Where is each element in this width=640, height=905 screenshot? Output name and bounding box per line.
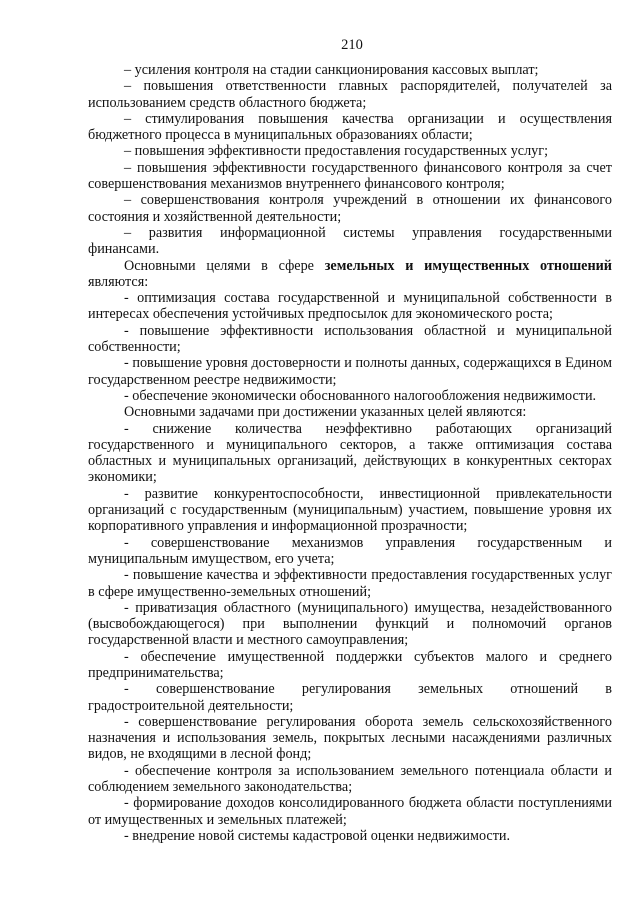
- task-item: - развитие конкурентоспособности, инвестиционной привлекательности организаций с государственным (муниципальным) участием, повышение уровня их корпоративного управления и информационной прозрачности;: [88, 485, 612, 535]
- paragraph-item: – повышения эффективности государственного финансового контроля за счет совершенствования механизмов внутреннего финансового контроля;: [88, 159, 612, 193]
- goal-item: - повышение эффективности использования областной и муниципальной собственности;: [88, 322, 612, 356]
- paragraph-item: – совершенствования контроля учреждений в отношении их финансового состояния и хозяйственной деятельности;: [88, 192, 612, 225]
- task-item: - снижение количества неэффективно работающих организаций государственного и муниципального секторов, а также оптимизация состава областных и муниципальных организаций, действующих в конкурентных секторах экономики;: [88, 420, 612, 486]
- task-item: - приватизация областного (муниципального) имущества, незадействованного (высвобождающегося) при выполнении функций и полномочий органов государственной власти и местного самоуправления;: [88, 599, 612, 649]
- document-page: [88, 36, 612, 844]
- goals-intro-bold: земельных и имущественных отношений: [324, 257, 612, 274]
- task-item: - внедрение новой системы кадастровой оценки недвижимости.: [124, 827, 511, 844]
- task-item: - совершенствование регулирования земельных отношений в градостроительной деятельности;: [88, 681, 612, 714]
- paragraph-item: – повышения эффективности предоставления государственных услуг;: [124, 143, 549, 160]
- goal-item: - оптимизация состава государственной и муниципальной собственности в интересах обеспечения устойчивых предпосылок для экономического роста;: [88, 290, 612, 323]
- paragraph-item: – развития информационной системы управления государственными финансами.: [88, 224, 612, 258]
- task-item: - совершенствование механизмов управления государственным и муниципальным имуществом, его учета;: [88, 534, 612, 567]
- goal-item: - обеспечение экономически обоснованного налогообложения недвижимости.: [124, 387, 597, 404]
- goals-intro-after: являются:: [88, 273, 149, 290]
- goals-intro: [88, 258, 612, 291]
- task-item: - обеспечение имущественной поддержки субъектов малого и среднего предпринимательства;: [88, 648, 612, 681]
- paragraph-item: – повышения ответственности главных распорядителей, получателей за использованием средств областного бюджета;: [88, 78, 612, 111]
- paragraph-item: – стимулирования повышения качества организации и осуществления бюджетного процесса в муниципальных образованиях области;: [88, 110, 612, 144]
- tasks-intro: Основными задачами при достижении указанных целей являются:: [124, 404, 527, 421]
- paragraph-item: – усиления контроля на стадии санкционирования кассовых выплат;: [124, 62, 539, 78]
- task-item: - совершенствование регулирования оборота земель сельскохозяйственного назначения и использования земель, покрытых лесными насаждениями различных видов, не входящими в лесной фонд;: [88, 713, 612, 763]
- task-item: - обеспечение контроля за использованием земельного потенциала области и соблюдением земельного законодательства;: [88, 762, 612, 796]
- goals-intro-before: Основными целями в сфере: [124, 257, 325, 274]
- goal-item: - повышение уровня достоверности и полноты данных, содержащихся в Едином государственном реестре недвижимости;: [88, 355, 612, 388]
- task-item: - формирование доходов консолидированного бюджета области поступлениями от имущественных и земельных платежей;: [88, 795, 612, 828]
- page-number: 210: [341, 37, 363, 53]
- task-item: - повышение качества и эффективности предоставления государственных услуг в сфере имущественно-земельных отношений;: [88, 567, 612, 600]
